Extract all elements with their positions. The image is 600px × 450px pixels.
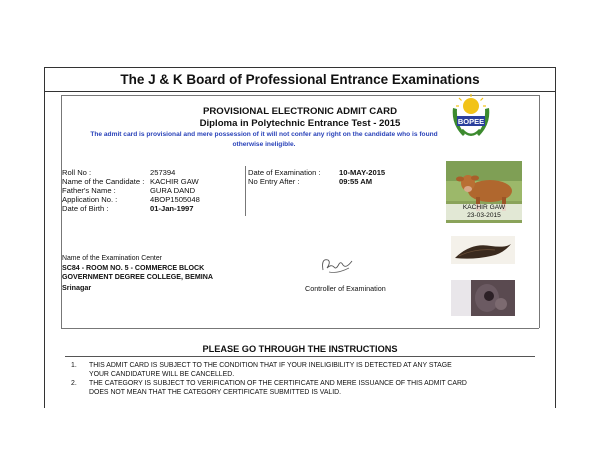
controller-label: Controller of Examination bbox=[305, 284, 386, 293]
exam-center-label: Name of the Examination Center bbox=[62, 255, 162, 262]
entry-time-value: 09:55 AM bbox=[339, 177, 373, 186]
inner-frame-bottom bbox=[61, 328, 539, 329]
instruction-line: THIS ADMIT CARD IS SUBJECT TO THE CONDITION THAT IF YOUR INELIGIBILITY IS DETECTED AT ANY STAGE bbox=[89, 362, 452, 369]
bopee-logo bbox=[449, 94, 493, 144]
dob-value: 01-Jan-1997 bbox=[150, 204, 194, 213]
board-title: The J & K Board of Professional Entrance Examinations bbox=[120, 72, 480, 87]
application-value: 4BOP1505048 bbox=[150, 195, 200, 204]
instruction-line: THE CATEGORY IS SUBJECT TO VERIFICATION OF THE CERTIFICATE AND MERE ISSUANCE OF THIS ADMIT CARD bbox=[89, 380, 467, 387]
exam-center-line-1: SC84 - ROOM NO. 5 - COMMERCE BLOCK bbox=[62, 264, 205, 272]
name-value: KACHIR GAW bbox=[150, 177, 199, 186]
logo-text: BOPEE bbox=[457, 117, 485, 126]
thumb-impression bbox=[451, 236, 515, 264]
exam-date-label: Date of Examination : bbox=[248, 168, 321, 177]
inner-frame-right bbox=[539, 95, 540, 328]
name-label: Name of the Candidate : bbox=[62, 177, 145, 186]
exam-center-city: Srinagar bbox=[62, 283, 92, 292]
instruction-line: YOUR CANDIDATURE WILL BE CANCELLED. bbox=[89, 370, 235, 378]
notice-line-1: The admit card is provisional and mere possession of it will not confer any right on the candidate who is found bbox=[90, 131, 438, 138]
dob-label: Date of Birth : bbox=[62, 204, 109, 213]
entry-time-label: No Entry After : bbox=[248, 177, 300, 186]
photo-caption bbox=[446, 204, 522, 220]
roll-label: Roll No : bbox=[62, 168, 92, 177]
instruction-number: 2. bbox=[71, 380, 77, 387]
exam-date-value: 10-MAY-2015 bbox=[339, 168, 386, 177]
exam-center-line-2: GOVERNMENT DEGREE COLLEGE, BEMINA bbox=[62, 273, 213, 281]
roll-value: 257394 bbox=[150, 168, 176, 177]
admit-card bbox=[44, 67, 556, 408]
instruction-text bbox=[89, 380, 534, 397]
info-divider bbox=[245, 166, 246, 216]
card-subheading: Diploma in Polytechnic Entrance Test - 2015 bbox=[199, 118, 401, 129]
controller-signature bbox=[319, 252, 355, 276]
exam-center-address bbox=[62, 264, 213, 282]
application-label: Application No. : bbox=[62, 195, 118, 204]
father-value: GURA DAND bbox=[150, 186, 196, 195]
instructions-divider bbox=[65, 356, 535, 357]
instruction-number: 1. bbox=[71, 362, 77, 369]
photo-caption-date: 23-03-2015 bbox=[467, 212, 501, 219]
notice-line-2: otherwise ineligible. bbox=[232, 141, 296, 148]
instruction-line: DOES NOT MEAN THAT THE CATEGORY CERTIFICATE SUBMITTED IS VALID. bbox=[89, 388, 342, 396]
card-heading: PROVISIONAL ELECTRONIC ADMIT CARD bbox=[202, 106, 397, 117]
instructions-title: PLEASE GO THROUGH THE INSTRUCTIONS bbox=[202, 344, 398, 354]
candidate-signature-image bbox=[451, 280, 515, 316]
instruction-text bbox=[89, 362, 534, 379]
title-divider bbox=[45, 91, 555, 92]
provisional-notice bbox=[59, 130, 469, 150]
father-label: Father's Name : bbox=[62, 186, 116, 195]
photo-caption-name: KACHIR GAW bbox=[462, 204, 506, 211]
